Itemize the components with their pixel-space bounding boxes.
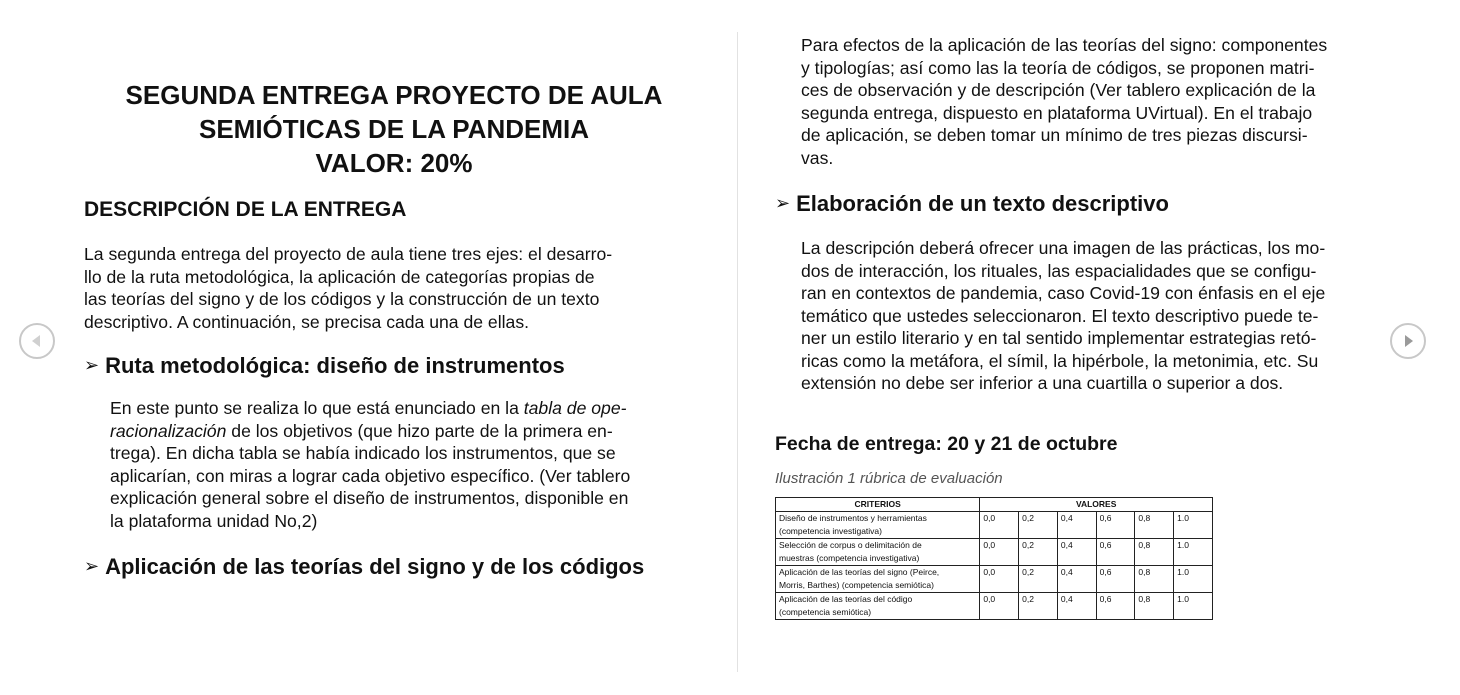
criteria-line: muestras (competencia investigativa)	[779, 552, 920, 563]
title-line: SEGUNDA ENTREGA PROYECTO DE AULA	[125, 80, 663, 110]
value-cell: 0,6	[1096, 565, 1135, 592]
text-line: segunda entrega, dispuesto en plataforma UVirtual). En el trabajo	[801, 102, 1313, 123]
criteria-line: Aplicación de las teorías del signo (Peirce,	[779, 566, 940, 577]
value-cell: 0,8	[1135, 538, 1174, 565]
text-line: La segunda entrega del proyecto de aula tiene tres ejes: el desarro-	[84, 244, 613, 264]
text-line: descriptivo. A continuación, se precisa cada una de ellas.	[84, 311, 530, 332]
criteria-line: Morris, Barthes) (competencia semiótica)	[779, 579, 934, 590]
bullet-heading-methodology	[84, 353, 704, 379]
text-line: trega). En dicha tabla se había indicado los instrumentos, que se	[110, 443, 616, 463]
arrow-bullet-icon: ➢	[84, 556, 100, 576]
text-line: dos de interacción, los rituales, las espacialidades que se configu-	[801, 260, 1317, 281]
text-line: vas.	[801, 147, 834, 168]
value-cell: 0,6	[1096, 592, 1135, 619]
text-line: explicación general sobre el diseño de instrumentos, disponible en	[110, 488, 629, 508]
right-page	[775, 34, 1400, 620]
value-cell: 0,2	[1019, 538, 1058, 565]
rubric-row	[776, 565, 1213, 592]
bullet-heading-descriptive-text	[775, 191, 1400, 217]
value-cell: 1.0	[1174, 565, 1213, 592]
intro-paragraph	[84, 243, 704, 333]
figure-caption: Ilustración 1 rúbrica de evaluación	[775, 469, 1003, 487]
value-cell: 0,4	[1057, 538, 1096, 565]
methodology-paragraph	[110, 397, 704, 532]
text-line: ran en contextos de pandemia, caso Covid-19 con énfasis en el eje	[801, 283, 1326, 303]
text-segment: En este punto se realiza lo que está enunciado en la	[110, 398, 524, 418]
criteria-cell	[776, 538, 980, 565]
value-cell: 0,6	[1096, 511, 1135, 538]
value-cell: 0,8	[1135, 511, 1174, 538]
text-line	[110, 420, 704, 443]
text-line: y tipologías; así como las la teoría de códigos, se proponen matri-	[801, 57, 1315, 78]
page-divider	[737, 32, 738, 672]
previous-page-button[interactable]	[19, 323, 55, 359]
criteria-line: Selección de corpus o delimitación de	[779, 539, 922, 550]
value-cell: 0,8	[1135, 592, 1174, 619]
italic-term: tabla de ope-	[523, 398, 627, 418]
values-header: VALORES	[980, 497, 1213, 511]
arrow-bullet-icon: ➢	[775, 193, 791, 213]
theories-paragraph	[801, 34, 1400, 169]
value-cell: 1.0	[1174, 538, 1213, 565]
value-cell: 0,2	[1019, 592, 1058, 619]
title-line: SEMIÓTICAS DE LA PANDEMIA	[198, 114, 589, 144]
value-cell: 0,6	[1096, 538, 1135, 565]
bullet-heading-text: Aplicación de las teorías del signo y de los códigos	[105, 554, 645, 579]
rubric-row	[776, 538, 1213, 565]
value-cell: 0,8	[1135, 565, 1174, 592]
bullet-heading-theories	[84, 554, 704, 580]
value-cell: 0,0	[980, 511, 1019, 538]
criteria-cell	[776, 592, 980, 619]
bullet-heading-text: Ruta metodológica: diseño de instrumentos	[105, 353, 565, 378]
text-segment: de los objetivos (que hizo parte de la primera en-	[226, 420, 613, 441]
bullet-heading-text: Elaboración de un texto descriptivo	[796, 191, 1169, 216]
arrow-bullet-icon: ➢	[84, 355, 100, 375]
value-cell: 0,2	[1019, 511, 1058, 538]
text-line: extensión no debe ser inferior a una cuartilla o superior a dos.	[801, 373, 1284, 393]
value-cell: 0,2	[1019, 565, 1058, 592]
criteria-line: Diseño de instrumentos y herramientas	[779, 512, 927, 523]
text-line: La descripción deberá ofrecer una imagen de las prácticas, los mo-	[801, 238, 1326, 258]
rubric-body	[776, 511, 1213, 619]
rubric-header-row	[776, 497, 1213, 511]
text-line: las teorías del signo y de los códigos y la construcción de un texto	[84, 289, 600, 309]
rubric-row	[776, 592, 1213, 619]
text-line: ricas como la metáfora, el símil, la hipérbole, la metonimia, etc. Su	[801, 350, 1319, 371]
left-page	[84, 78, 704, 598]
value-cell: 0,0	[980, 565, 1019, 592]
text-line: de aplicación, se deben tomar un mínimo de tres piezas discursi-	[801, 125, 1308, 145]
value-cell: 0,4	[1057, 511, 1096, 538]
italic-term: racionalización	[110, 420, 227, 441]
text-line: ces de observación y de descripción (Ver tablero explicación de la	[801, 80, 1316, 100]
due-date-heading: Fecha de entrega: 20 y 21 de octubre	[775, 432, 1118, 455]
value-cell: 0,4	[1057, 592, 1096, 619]
text-line: ner un estilo literario y en tal sentido implementar estrategias retó-	[801, 328, 1317, 348]
chevron-left-icon	[21, 325, 53, 357]
text-line: aplicarían, con miras a lograr cada objetivo específico. (Ver tablero	[110, 465, 631, 486]
value-cell: 0,0	[980, 592, 1019, 619]
descriptive-text-paragraph	[801, 237, 1400, 395]
text-line: Para efectos de la aplicación de las teorías del signo: componentes	[801, 35, 1328, 55]
criteria-cell	[776, 511, 980, 538]
value-cell: 1.0	[1174, 592, 1213, 619]
text-line: la plataforma unidad No,2)	[110, 510, 318, 531]
section-heading: DESCRIPCIÓN DE LA ENTREGA	[84, 198, 407, 221]
text-line: temático que ustedes seleccionaron. El texto descriptivo puede te-	[801, 305, 1319, 326]
text-line: llo de la ruta metodológica, la aplicación de categorías propias de	[84, 266, 595, 287]
value-cell: 0,4	[1057, 565, 1096, 592]
rubric-table	[775, 497, 1213, 620]
value-cell: 1.0	[1174, 511, 1213, 538]
criteria-line: (competencia investigativa)	[779, 525, 882, 536]
rubric-row	[776, 511, 1213, 538]
value-cell: 0,0	[980, 538, 1019, 565]
text-line	[110, 397, 704, 420]
criteria-line: (competencia semiótica)	[779, 606, 872, 617]
title-value-line: VALOR: 20%	[315, 148, 473, 178]
criteria-header: CRITERIOS	[776, 497, 980, 511]
document-title	[84, 78, 704, 180]
criteria-line: Aplicación de las teorías del código	[779, 593, 913, 604]
criteria-cell	[776, 565, 980, 592]
